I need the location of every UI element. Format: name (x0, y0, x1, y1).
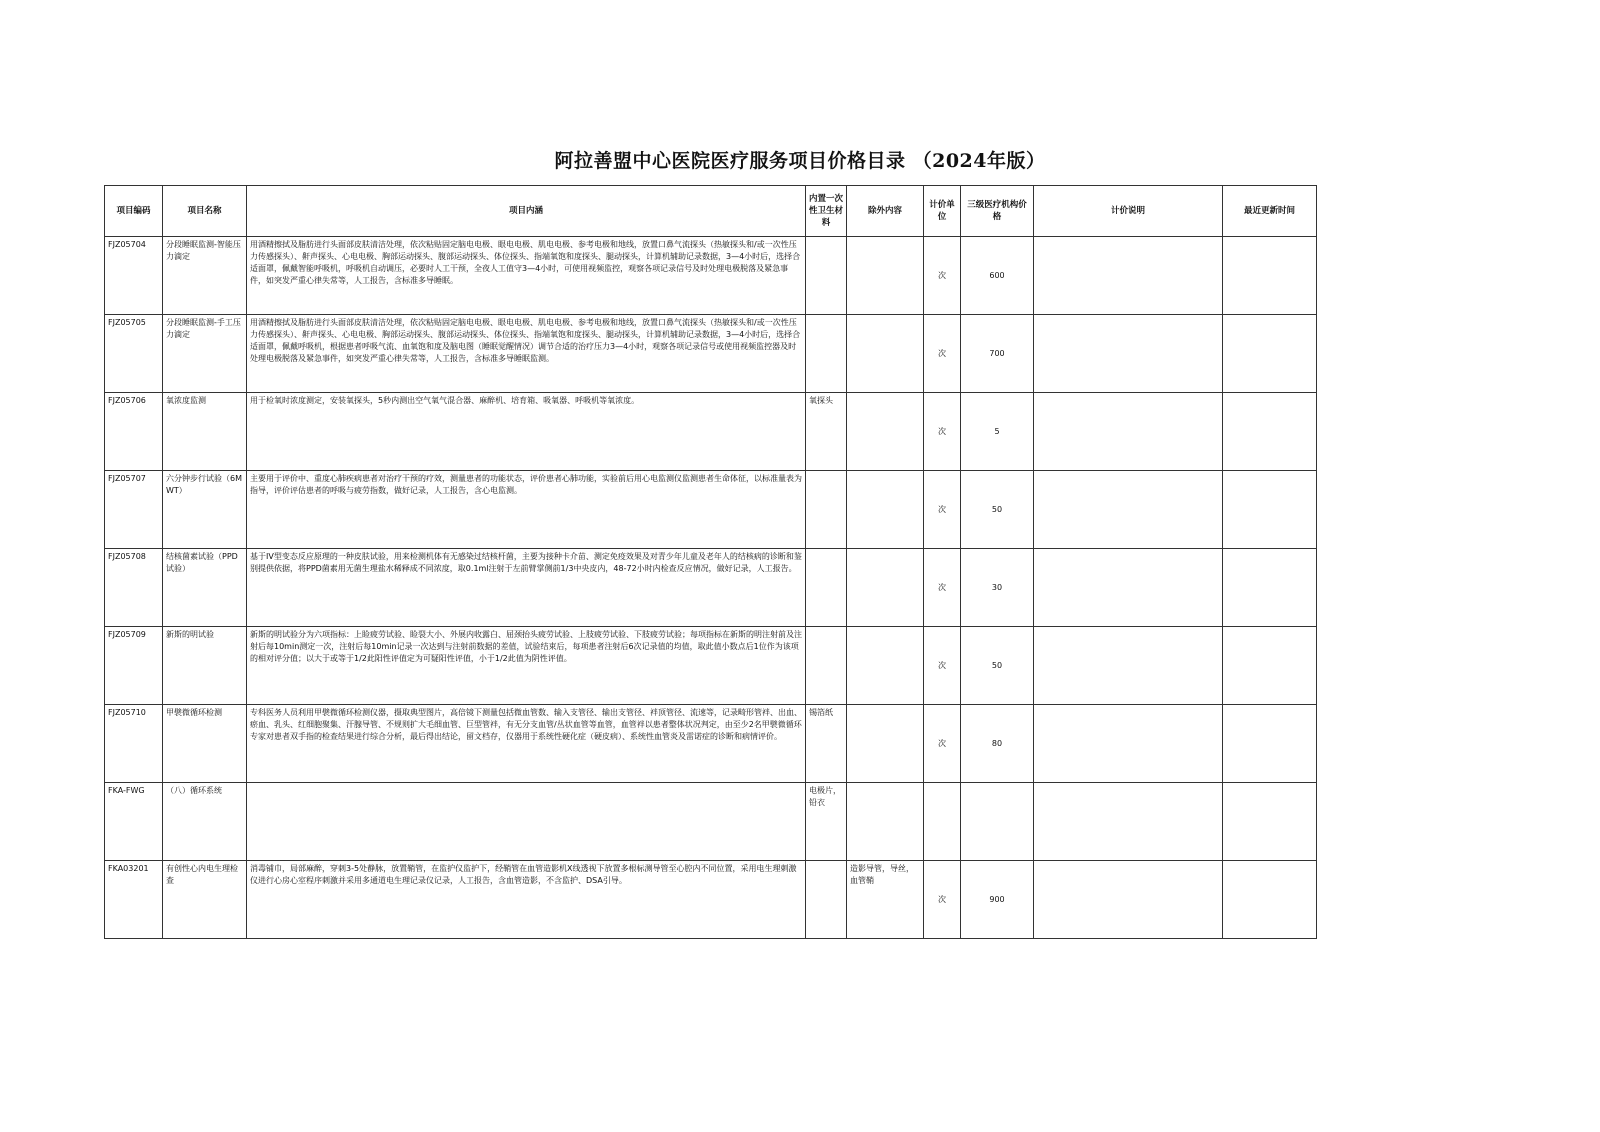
table-header (105, 186, 1317, 237)
item-unit: 次 (924, 861, 961, 939)
item-excluded (847, 627, 924, 705)
item-code: FJZ05704 (105, 237, 163, 315)
item-consumables: 电极片，铅衣 (806, 783, 847, 861)
item-code: FJZ05707 (105, 471, 163, 549)
item-price: 700 (961, 315, 1034, 393)
item-note (1034, 861, 1223, 939)
item-updated (1223, 627, 1317, 705)
item-unit: 次 (924, 315, 961, 393)
item-consumables (806, 237, 847, 315)
item-excluded (847, 705, 924, 783)
header-consumables: 内置一次性卫生材料 (806, 186, 847, 237)
item-price: 50 (961, 627, 1034, 705)
item-price: 50 (961, 471, 1034, 549)
item-code: FJZ05709 (105, 627, 163, 705)
item-name: 六分钟步行试验（6MWT） (163, 471, 247, 549)
item-unit: 次 (924, 705, 961, 783)
item-name: 分段睡眠监测-智能压力滴定 (163, 237, 247, 315)
item-name: 甲襞微循环检测 (163, 705, 247, 783)
header-name: 项目名称 (163, 186, 247, 237)
item-updated (1223, 237, 1317, 315)
item-content (247, 783, 806, 861)
item-code: FJZ05710 (105, 705, 163, 783)
item-excluded (847, 237, 924, 315)
table-row (105, 627, 1317, 705)
item-excluded (847, 471, 924, 549)
item-updated (1223, 705, 1317, 783)
item-name: 结核菌素试验（PPD试验） (163, 549, 247, 627)
item-consumables (806, 315, 847, 393)
table-body (105, 237, 1317, 939)
item-unit: 次 (924, 471, 961, 549)
table-row (105, 549, 1317, 627)
item-unit: 次 (924, 549, 961, 627)
table-row (105, 861, 1317, 939)
item-code: FKA03201 (105, 861, 163, 939)
item-note (1034, 783, 1223, 861)
item-consumables: 氧探头 (806, 393, 847, 471)
item-excluded (847, 393, 924, 471)
header-updated: 最近更新时间 (1223, 186, 1317, 237)
item-name: 氧浓度监测 (163, 393, 247, 471)
item-excluded: 造影导管，导丝，血管鞘 (847, 861, 924, 939)
item-unit: 次 (924, 393, 961, 471)
item-consumables (806, 861, 847, 939)
header-price: 三级医疗机构价格 (961, 186, 1034, 237)
table-row (105, 783, 1317, 861)
item-unit (924, 783, 961, 861)
item-name: 分段睡眠监测-手工压力滴定 (163, 315, 247, 393)
header-excluded: 除外内容 (847, 186, 924, 237)
header-unit: 计价单位 (924, 186, 961, 237)
item-updated (1223, 393, 1317, 471)
table-row (105, 393, 1317, 471)
item-content: 用酒精擦拭及脂肪进行头面部皮肤清洁处理，依次粘贴固定脑电电极、眼电电极、肌电电极、参考电极和地线，放置口鼻气流探头（热敏探头和/或一次性压力传感探头）、鼾声探头、心电电极、胸部运动探头、腹部运动探头、体位探头、指端氧饱和度探头、腿动探头，计算机辅助记录数据，3—4小时后，选择合适面罩，佩戴呼吸机，根据患者呼吸气流、血氧饱和度及脑电图（睡眠觉醒情况）调节合适的治疗压力3—4小时，观察各项记录信号或使用视频监控器及时处理电极脱落及紧急事件，如突发严重心律失常等，人工报告，含标准多导睡眠监测。 (247, 315, 806, 393)
item-content: 基于IV型变态反应原理的一种皮肤试验，用来检测机体有无感染过结核杆菌，主要为接种卡介苗、测定免疫效果及对青少年儿童及老年人的结核病的诊断和鉴别提供依据，将PPD菌素用无菌生理盐水稀释成不同浓度，取0.1ml注射于左前臂掌侧前1/3中央皮内，48-72小时内检查反应情况，做好记录，人工报告。 (247, 549, 806, 627)
item-content: 新斯的明试验分为六项指标：上睑疲劳试验、睑裂大小、外展内收露白、屈颈抬头疲劳试验、上肢疲劳试验、下肢疲劳试验；每项指标在新斯的明注射前及注射后每10min测定一次，注射后每10min记录一次达到与注射前数据的差值，试验结束后，每项患者注射后6次记录值的均值，取此值小数点后1位作为该项的相对评分值；以大于或等于1/2此阳性评值定为可疑阳性评值，小于1/2此值为阴性评值。 (247, 627, 806, 705)
item-consumables: 锡箔纸 (806, 705, 847, 783)
item-excluded (847, 549, 924, 627)
item-name: 新斯的明试验 (163, 627, 247, 705)
header-code: 项目编码 (105, 186, 163, 237)
item-name: （八）循环系统 (163, 783, 247, 861)
page-title: 阿拉善盟中心医院医疗服务项目价格目录 （2024年版） (554, 150, 1046, 172)
item-content: 用酒精擦拭及脂肪进行头面部皮肤清洁处理，依次粘贴固定脑电电极、眼电电极、肌电电极、参考电极和地线，放置口鼻气流探头（热敏探头和/或一次性压力传感探头）、鼾声探头、心电电极、胸部运动探头、腹部运动探头、体位探头、指端氧饱和度探头、腿动探头，计算机辅助记录数据，3—4小时后，选择合适面罩，佩戴智能呼吸机，呼吸机自动调压，必要时人工干预，全夜人工值守3—4小时，可使用视频监控，观察各项记录信号及时处理电极脱落及紧急事件，如突发严重心律失常等，人工报告，含标准多导睡眠。 (247, 237, 806, 315)
item-consumables (806, 549, 847, 627)
item-note (1034, 705, 1223, 783)
item-unit: 次 (924, 237, 961, 315)
item-note (1034, 393, 1223, 471)
item-content: 消毒铺巾，局部麻醉，穿刺3-5处静脉，放置鞘管，在监护仪监护下，经鞘管在血管造影机X线透视下放置多根标测导管至心腔内不同位置，采用电生理刺激仪进行心房心室程序刺激并采用多通道电生理记录仪记录，人工报告，含血管造影，不含监护、DSA引导。 (247, 861, 806, 939)
item-price (961, 783, 1034, 861)
item-price: 900 (961, 861, 1034, 939)
item-name: 有创性心内电生理检查 (163, 861, 247, 939)
table-row (105, 471, 1317, 549)
item-updated (1223, 783, 1317, 861)
item-content: 专科医务人员利用甲襞微循环检测仪器，摄取典型图片，高倍镜下测量包括微血管数、输入支管径、输出支管径、袢顶管径、流速等，记录畸形管袢、出血、瘀血、乳头、红细胞聚集、汗腺导管、不规则扩大毛细血管、巨型管袢，有无分支血管/丛状血管等血管，血管袢以患者整体状况判定，由至少2名甲襞微循环专家对患者双手指的检查结果进行综合分析，最后得出结论，留文档存，仪器用于系统性硬化症（硬皮病）、系统性血管炎及雷诺症的诊断和病情评价。 (247, 705, 806, 783)
item-code: FKA-FWG (105, 783, 163, 861)
table-row (105, 705, 1317, 783)
item-updated (1223, 471, 1317, 549)
item-content: 用于检氧时浓度测定，安装氧探头，5秒内测出空气氧气混合器、麻醉机、培育箱、吸氧器、呼吸机等氧浓度。 (247, 393, 806, 471)
table-row (105, 237, 1317, 315)
item-excluded (847, 315, 924, 393)
item-consumables (806, 471, 847, 549)
item-unit: 次 (924, 627, 961, 705)
item-price: 80 (961, 705, 1034, 783)
price-table (104, 185, 1317, 939)
header-content: 项目内涵 (247, 186, 806, 237)
item-price: 600 (961, 237, 1034, 315)
item-note (1034, 627, 1223, 705)
item-note (1034, 549, 1223, 627)
header-note: 计价说明 (1034, 186, 1223, 237)
item-updated (1223, 549, 1317, 627)
table-row (105, 315, 1317, 393)
item-content: 主要用于评价中、重度心肺疾病患者对治疗干预的疗效，测量患者的功能状态，评价患者心肺功能，实验前后用心电监测仪监测患者生命体征，以标准量表为指导，评价评估患者的呼吸与疲劳指数，做好记录，人工报告，含心电监测。 (247, 471, 806, 549)
item-code: FJZ05708 (105, 549, 163, 627)
item-note (1034, 315, 1223, 393)
item-code: FJZ05705 (105, 315, 163, 393)
item-updated (1223, 861, 1317, 939)
item-price: 30 (961, 549, 1034, 627)
item-code: FJZ05706 (105, 393, 163, 471)
item-consumables (806, 627, 847, 705)
item-excluded (847, 783, 924, 861)
item-note (1034, 237, 1223, 315)
item-note (1034, 471, 1223, 549)
item-updated (1223, 315, 1317, 393)
item-price: 5 (961, 393, 1034, 471)
